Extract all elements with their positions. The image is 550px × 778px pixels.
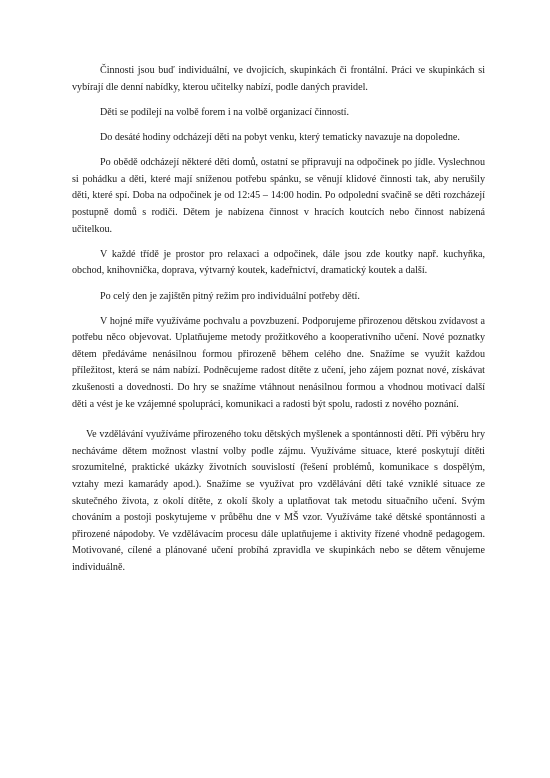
paragraph-drinking: Po celý den je zajištěn pitný režim pro individuální potřeby dětí. [100,290,360,302]
paragraph-corners: V každé třídě je prostor pro relaxaci a odpočinek, dále jsou zde koutky např. kuchyňka, obchod, knihovnička, doprava, výtvarný koutek, kadeřnictví, dramatický koutek a další. [72,248,485,277]
paragraph-praise: V hojné míře využíváme pochvalu a povzbuzení. Podporujeme přirozenou dětskou zvídavost a potřebu něco objevovat. Uplatňujeme metody prožitkového a kooperativního učení. Nové poznatky dětem předáváme nenásilnou formou přirozeně během celého dne. Snažíme se využít každou příležitost, která se nám nabízí. Podněcujeme radost dítěte z učení, jeho zájem poznat nové, získávat zkušenosti a dovednosti. Do hry se snažíme vtáhnout nenásilnou formou a vhodnou motivací další děti a vést je ke vzájemné spolupráci, komunikaci a radosti být spolu, radosti z nového poznání. [72,315,485,410]
body-text [72,63,485,585]
paragraph-activities: Činnosti jsou buď individuální, ve dvojicích, skupinkách či frontální. Práci ve skupinkách si vybírají dle denní nabídky, kterou učitelky nabízí, podle daných pravidel. [72,65,485,93]
paragraph-education: Ve vzdělávání využíváme přirozeného toku dětských myšlenek a spontánnosti dětí. Při výběru hry necháváme dětem možnost vlastní volby podle zájmu. Využíváme situace, které poskytují dítěti srozumitelné, praktické ukázky životních souvislostí (řešení problémů, komunikace s dospělým, vztahy mezi kamarády apod.). Snažíme se využívat pro vzdělávání dětí také vzniklé situace ze skutečného života, z okolí dítěte, z okolí školy a uplatňovat tak metodu situačního učení. Svým chováním a postoji poskytujeme v průběhu dne v MŠ vzor. Využíváme také dětské spontánnosti a přirozené nápodoby. Ve vzdělávacím procesu dále uplatňujeme i aktivity řízené vhodně pedagogem. Motivované, cílené a plánované učení probíhá zpravidla ve skupinkách nebo se dětem věnujeme individuálně. [72,429,485,573]
paragraph-participation: Děti se podílejí na volbě forem i na volbě organizací činností. [100,106,350,118]
paragraph-afternoon: Po obědě odcházejí některé děti domů, ostatní se připravují na odpočinek po jídle. Vyslechnou si pohádku a děti, které mají sníženou potřebu spánku, se věnují klidové činnosti tak, aby nerušily děti, které spí. Doba na odpočinek je od 12:45 – 14:00 hodin. Po odpolední svačině se děti rozcházejí postupně domů s rodiči. Dětem je nabízena činnost v hracích koutcích nebo činnost nabízená učitelkou. [72,157,485,235]
paragraph-outdoor: Do desáté hodiny odcházejí děti na pobyt venku, který tematicky navazuje na dopoledne. [100,131,460,143]
